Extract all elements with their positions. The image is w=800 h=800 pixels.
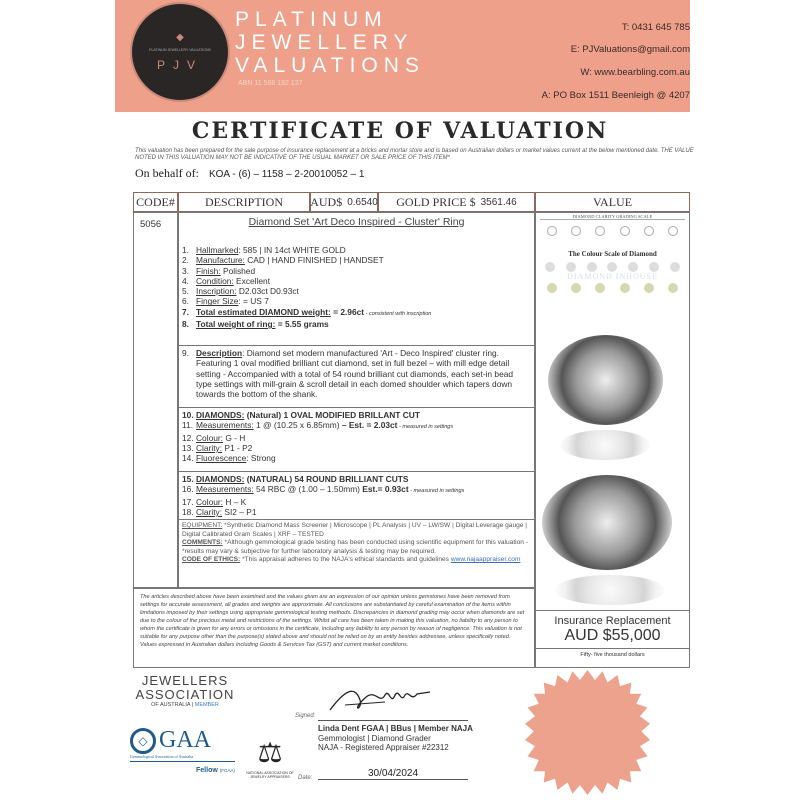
clarity-diamonds — [540, 226, 685, 236]
ring-reflection — [555, 575, 665, 605]
item-hallmark: 1. Hallmarked: 585 | IN 14ct WHITE GOLD — [182, 245, 346, 255]
insurance-value-box — [535, 610, 690, 658]
diamond-icon: ◆ — [176, 32, 184, 43]
gold-price: 3561.46 — [480, 196, 517, 208]
brand-name — [235, 8, 425, 77]
ring-photo-side — [542, 475, 672, 570]
item-finger-size: 6. Finger Size: = US 7 — [182, 296, 269, 307]
logo-ring-text: PLATINUM JEWELLERY VALUATIONS — [149, 48, 211, 52]
insurance-amount-words: Fifty- five thousand dollars — [580, 652, 645, 658]
email: E: PJValuations@gmail.com — [570, 44, 690, 55]
seal — [525, 670, 650, 795]
header-value: VALUE — [535, 192, 690, 212]
item-code: 5056 — [140, 219, 162, 230]
abn: ABN 11 588 192 137 — [238, 80, 303, 87]
side-diamonds-section: 15. DIAMONDS: (NATURAL) 54 ROUND BRILLIANT CUTS 16. Measurements: 54 RBC @ (1.00 – 1.50mm) Est.= 0.93ct - measured in settings 17. Colour: H – K 18. Clarity: SI2 – P1 — [178, 471, 535, 519]
item-manufacture: 2. Manufacture: CAD | HAND FINISHED | HANDSET — [182, 255, 384, 266]
header-gold-price: GOLD PRICE $ 3561.46 — [378, 192, 535, 212]
insurance-amount: AUD $55,000 — [535, 627, 690, 649]
ring-reflection — [560, 430, 650, 460]
page-title: CERTIFICATE OF VALUATION — [191, 118, 609, 144]
item-ring-weight: 8. Total weight of ring: = 5.55 grams — [182, 319, 329, 330]
intro-text: This valuation has been prepared for the sale purpose of insurance replacement at a bricks and mortar store and is based on Australian dollars or market values current at the below mentioned date. THE VALUE NOTED IN THIS VALUATION MAY NOT BE INDICATIVE OF THE USUAL MARKET OR SALE PRICE OF THIS ITEM* — [135, 148, 694, 161]
appraiser-info: Linda Dent FGAA | BBus | Member NAJA Gemmologist | Diamond Grader NAJA - Registered Appraiser #22312 — [318, 724, 473, 752]
aud-rate: 0.6540 — [347, 196, 378, 208]
item-description: 9. Description: Diamond set modern manufactured 'Art - Deco Inspired' cluster ring. Featuring 1 oval modified brilliant cut diamond, set in full bezel – with mill edge detail setting - Accompanied with a total of 54 round brilliant cut diamonds, each set-in bead type settings with mill-grain & scroll detail in each domed shoulder which tapers down towards the bottom of the shank. — [178, 345, 535, 407]
header-code: CODE# — [133, 192, 178, 212]
pjv-logo — [130, 2, 230, 102]
brand-line: JEWELLERY — [235, 31, 414, 54]
signature — [325, 680, 445, 720]
diamond-icon: ◇ — [130, 728, 156, 754]
brand-line: PLATINUM — [235, 8, 388, 31]
item-finish: 3. Finish: Polished — [182, 265, 256, 276]
signature-line — [318, 720, 468, 721]
date-value: 30/04/2024 — [318, 768, 468, 780]
item-title: Diamond Set 'Art Deco Inspired - Cluster' Ring — [248, 216, 465, 228]
header-aud: AUD$ 0.6540 — [310, 192, 378, 212]
code-column — [133, 212, 178, 588]
color-scale-title: The Colour Scale of Diamond — [568, 250, 657, 258]
clarity-scale-title: DIAMOND CLARITY GRADING SCALE — [540, 214, 685, 220]
watermark: DIAMOND INHOUSE — [567, 272, 658, 281]
disclaimer: The articles described above have been examined and the values given are an expression of our opinion unless gemstones have been removed from settings for accurate assessment, all grades and weights are approximate. All conclusions are substantiated by careful examination of the items within limitations imposed by their settings using appropriate gemmological testing methods. Discrepancies in diamond grading may occur when diamonds are set due to the colour of the precious metal and restrictions of the settings. Whilst all care has been taken in making this valuation, no liability to any person to whom the certificate is given for any errors or omissions in the certificate, including any liability to any person by reason of negligence. This valuation is not suitable for any purpose other than the purpose(s) stated above and should not be relied on by an entity besides addressee, unless specifically noted. Values expressed in Australian dollars including Goods & Services Tax (GST) and current market conditions. — [133, 588, 535, 668]
naja-link[interactable]: www.najaappraiser.com — [450, 556, 521, 564]
insurance-label: Insurance Replacement — [535, 610, 690, 627]
address: A: PO Box 1511 Beenleigh @ 4207 — [541, 90, 690, 101]
center-diamond-section: 10. DIAMONDS: (Natural) 1 OVAL MODIFIED BRILLANT CUT 11. Measurements: 1 @ (10.25 x 6.85mm) – Est. = 2.03ct - measured in settings 12. Colour: G - H 13. Clarity: P1 - P2 14. Fluorescence: Strong — [178, 407, 535, 471]
on-behalf-of — [135, 166, 364, 181]
behalf-label: On behalf of: — [135, 166, 199, 180]
item-diamond-weight: 7. Total estimated DIAMOND weight: = 2.96ct - consistent with inscription — [182, 306, 432, 317]
grading-scale-chart — [540, 214, 685, 326]
item-condition: 4. Condition: Excellent — [182, 275, 271, 286]
website: W: www.bearbling.com.au — [580, 67, 690, 78]
gaa-logo: ◇ GAA Gemmological Association of Australia Fellow (FGAA) — [130, 727, 235, 774]
header-description: DESCRIPTION — [178, 192, 310, 212]
color-diamonds-yellow — [540, 283, 685, 293]
scales-icon: ⚖ — [257, 737, 283, 768]
ring-photo-top — [548, 335, 663, 425]
logo-text: PJV — [156, 58, 203, 72]
brand-line: VALUATIONS — [235, 54, 425, 77]
item-inscription: 5. Inscription: D2.03ct D0.93ct — [182, 286, 299, 297]
item-list — [182, 245, 532, 329]
naja-logo: ⚖ NATIONAL ASSOCIATION OF JEWELRY APPRAISERS — [246, 737, 294, 779]
date-label: Date: — [298, 775, 313, 781]
color-diamonds — [540, 262, 685, 272]
signed-label: Signed: — [295, 713, 316, 719]
behalf-value: KOA - (6) – 1158 – 2-20010052 – 1 — [208, 169, 365, 180]
equipment-section: EQUIPMENT: *Synthetic Diamond Mass Screener | Microscope | PL Analysis | UV – LW/SW | Digital Leverage gauge | Digital Calibrated Gram Scales | XRF – TESTED COMMENTS: *Although gemmological grade testing has been conducted using scientific equipment for this valuation - *results may vary & subjective for further laboratory analysis & testing may be required. CODE OF ETHICS: *This appraisal adheres to the NAJA's ethical standards and guidelines www.najaappraiser.com — [178, 519, 535, 588]
jaa-logo: JEWELLERS ASSOCIATION OF AUSTRALIA | MEMBER — [135, 673, 235, 708]
phone: T: 0431 645 785 — [621, 22, 690, 33]
